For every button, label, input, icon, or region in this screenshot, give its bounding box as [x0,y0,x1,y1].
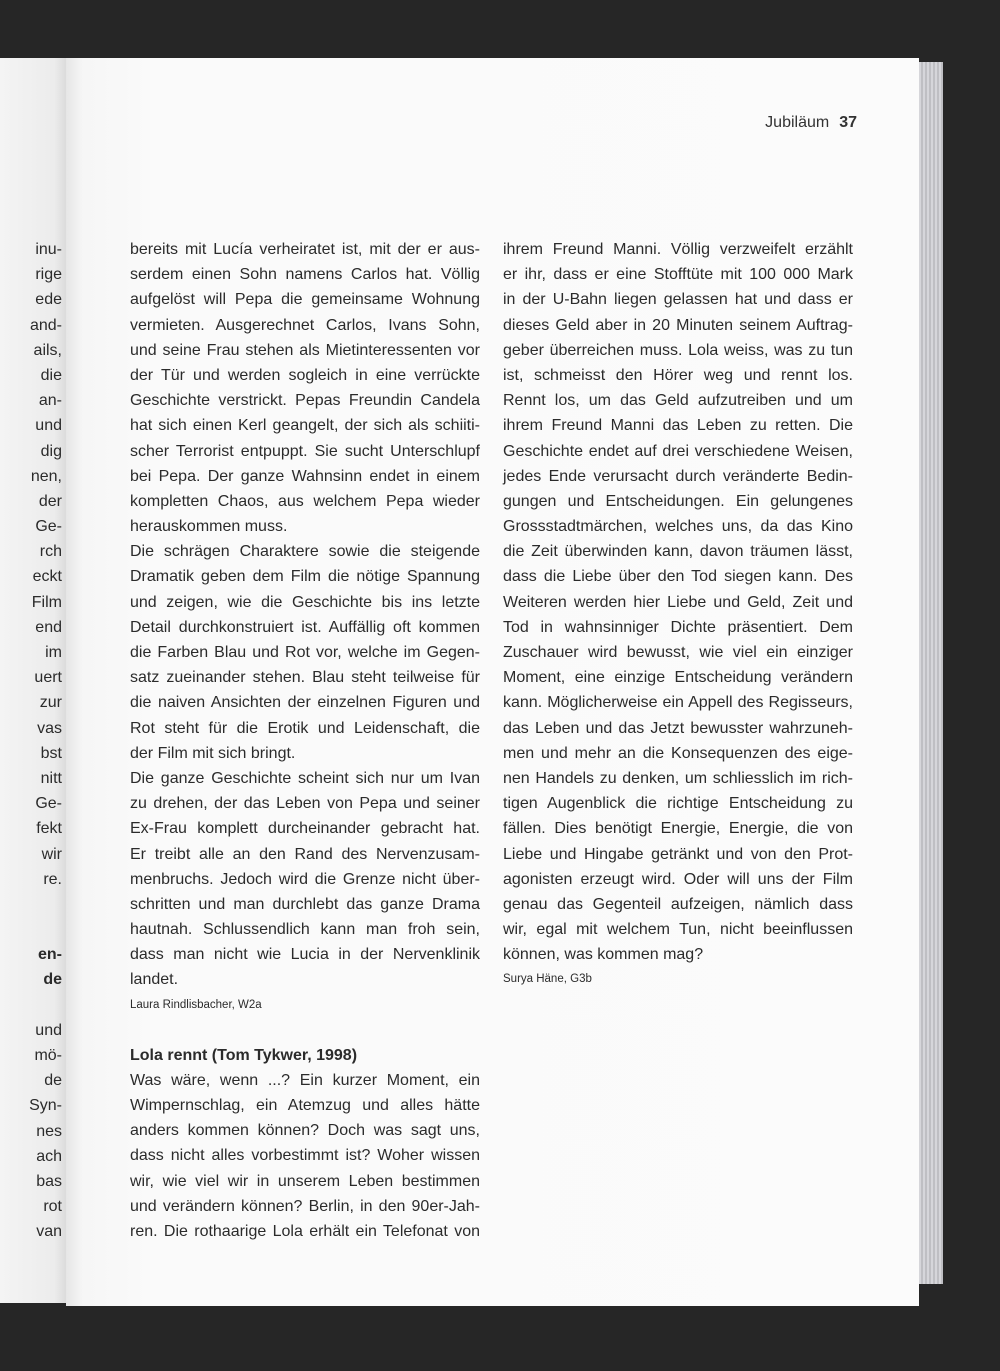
text-fragment: nitt [40,769,62,787]
text-line: serdem einen Sohn namens Carlos hat. Völlig [130,266,480,284]
text-fragment: en- [38,946,62,964]
text-fragment: van [36,1223,62,1241]
text-fragment: and- [29,316,62,334]
text-line: herauskommen muss. [130,518,288,536]
text-line: scher Terrorist entpuppt. Sie sucht Unterschlupf [130,442,480,460]
text-fragment: und [35,1021,62,1039]
text-fragment: uert [34,669,62,687]
text-line: gungen und Entscheidungen. Ein gelungenes [503,492,853,510]
text-fragment: wir [41,845,62,863]
text-fragment: ails, [33,341,62,359]
text-fragment: nes [36,1122,62,1140]
text-line: und zeigen, wie die Geschichte bis ins letzte [130,593,480,611]
text-line: in der U-Bahn liegen gelassen hat und dass er [503,291,853,309]
text-line: aufgelöst will Pepa die gemeinsame Wohnung [130,291,480,309]
text-fragment: mö- [34,1047,62,1064]
text-line: ihrem Freund Manni. Völlig verzweifelt erzählt [503,241,853,258]
text-fragment [0,917,62,942]
text-line: Geschichte verstrickt. Pepas Freundin Candela [130,392,480,410]
text-line: Ex-Frau komplett durcheinander gebracht hat. [130,820,480,838]
text-fragment: und [35,417,62,435]
left-column [130,237,480,1244]
text-line: tigen Augenblick die richtige Entscheidung zu [503,795,853,813]
text-line: nen Handels zu denken, um schliesslich im rich- [503,769,853,787]
text-fragment: vas [37,719,62,737]
text-fragment: rot [43,1198,62,1216]
text-line: Was wäre, wenn ...? Ein kurzer Moment, ein [130,1071,480,1089]
right-column [503,237,853,995]
text-fragment: inu- [35,241,62,258]
text-line: Detail durchkonstruiert ist. Auffällig oft kommen [130,618,480,636]
text-line: Die ganze Geschichte scheint sich nur um Ivan [130,769,480,787]
text-line: ist, schmeisst den Hörer weg und rennt los. [503,366,853,384]
text-line: satz zueinander stehen. Blau steht teilweise für [130,669,480,687]
text-fragment: Ge- [35,795,62,813]
text-line: dass die Liebe über den Tod siegen kann. Des [503,568,853,586]
text-line: Weiteren werden hier Liebe und Geld, Zeit und [503,593,853,611]
text-fragment: an- [38,392,62,410]
text-line: Geschichte endet auf drei verschiedene Weisen, [503,442,853,460]
text-line: Zuschauer wird bewusst, wie viel ein einziger [503,644,853,661]
author-signature: Laura Rindlisbacher, W2a [130,998,262,1011]
text-line: kann. Möglicherweise ein Appell des Regisseurs, [503,694,853,712]
text-fragment: ach [36,1147,62,1165]
text-line: menbruchs. Jedoch wird die Grenze nicht über- [130,870,480,888]
text-fragment: rige [35,266,62,284]
text-line: die naiven Ansichten der einzelnen Figuren und [130,694,480,712]
text-fragment: Ge- [35,518,62,536]
text-line: jedes Ende verursacht durch veränderte Bedin- [503,467,853,485]
running-header [765,114,857,132]
text-fragment: ede [35,291,62,309]
text-line: fällen. Dies benötigt Energie, Energie, die von [503,820,853,838]
text-fragment: bas [36,1172,62,1190]
text-line: bei Pepa. Der ganze Wahnsinn endet in einem [130,467,480,485]
text-line: ren. Die rothaarige Lola erhält ein Telefonat von [130,1222,480,1240]
text-line: Wimpernschlag, ein Atemzug und alles hätte [130,1097,480,1114]
text-line: und verändern können? Berlin, in den 90er-Jah- [130,1197,480,1215]
text-line: men und mehr an die Konsequenzen des eige- [503,744,853,762]
text-line: ihrem Freund Manni das Leben zu retten. Die [503,417,853,435]
text-line: anders kommen können? Doch was sagt uns, [130,1122,480,1140]
text-fragment: re. [43,870,62,888]
text-line: die Farben Blau und Rot vor, welche im Gegen- [130,644,480,661]
text-fragment: im [45,644,62,661]
text-line: vermieten. Ausgerechnet Carlos, Ivans Sohn, [130,316,480,334]
text-line: Moment, eine einzige Entscheidung verändern [503,669,853,687]
text-line: Er treibt alle an den Rand des Nervenzusam- [130,845,480,863]
text-fragment: de [44,1072,62,1090]
text-line: dieses Geld aber in 20 Minuten seinem Auftrag- [503,316,853,334]
text-line: agonisten erzeugt wird. Oder will uns der Film [503,870,853,888]
text-fragment: fekt [36,820,62,838]
text-fragment: rch [39,543,62,561]
text-line: zu drehen, der das Leben von Pepa und seiner [130,795,480,813]
text-fragment: nen, [30,467,62,485]
text-line: können, was kommen mag? [503,946,704,964]
text-line: der Film mit sich bringt. [130,744,296,762]
text-line: genau das Gegenteil aufzeigen, nämlich dass [503,895,853,913]
text-fragment [0,892,62,917]
text-line: bereits mit Lucía verheiratet ist, mit der er aus- [130,241,480,258]
text-fragment [0,993,62,1018]
text-fragment: eckt [32,568,62,586]
text-line: Dramatik geben dem Film die nötige Spannung [130,568,480,586]
text-line: wir, wie viel wir in unserem Leben bestimmen [130,1172,480,1190]
author-signature: Surya Häne, G3b [503,973,592,986]
text-line: Die schrägen Charaktere sowie die steigende [130,543,480,561]
text-line: Grossstadtmärchen, welches uns, da das Kino [503,518,853,536]
text-line: Rennt los, um das Geld aufzutreiben und um [503,392,853,410]
text-fragment: Syn- [29,1097,62,1115]
text-line: kompletten Chaos, aus welchem Pepa wieder [130,492,480,510]
text-fragment: de [43,971,62,989]
section-title: Jubiläum [765,114,830,131]
text-fragment: die [40,366,62,384]
text-line: geber überreichen muss. Lola weiss, was zu tun [503,341,853,359]
text-line: landet. [130,971,179,989]
text-line: wir, egal mit welchem Tun, nicht beeinflussen [503,921,853,939]
text-fragment: dig [40,442,62,460]
text-fragment: Film [31,593,62,611]
text-line: und seine Frau stehen als Mietinteressenten vor [130,341,480,359]
text-line: die Zeit überwinden kann, davon träumen lässt, [503,543,853,561]
text-line: Tod in wahnsinniger Dichte präsentiert. Dem [503,618,853,636]
article-heading: Lola rennt (Tom Tykwer, 1998) [130,1046,358,1064]
text-line: Rot steht für die Erotik und Leidenschaft, die [130,719,480,737]
text-line: schritten und man durchlebt das ganze Drama [130,895,480,913]
page-number: 37 [839,114,857,131]
text-line: dass man nicht wie Lucia in der Nervenklinik [130,946,480,964]
text-fragment: end [35,618,62,636]
text-line: er ihr, dass er eine Stofftüte mit 100 000 Mark [503,266,853,284]
left-page-text-fragments [0,237,62,1245]
text-line: das Leben und das Jetzt bewusster wahrzuneh- [503,719,853,737]
text-fragment: der [38,492,62,510]
text-line: Liebe und Hingabe getränkt und von den Prot- [503,845,853,863]
text-line: der Tür und werden sogleich in eine verrückte [130,366,480,384]
text-fragment: zur [39,694,62,712]
text-fragment: bst [40,744,62,762]
text-line: hat sich einen Kerl geangelt, der sich als schiiti- [130,417,480,435]
text-line: dass nicht alles vorbestimmt ist? Woher wissen [130,1147,480,1165]
text-line: hautnah. Schlussendlich kann man froh sein, [130,921,480,939]
